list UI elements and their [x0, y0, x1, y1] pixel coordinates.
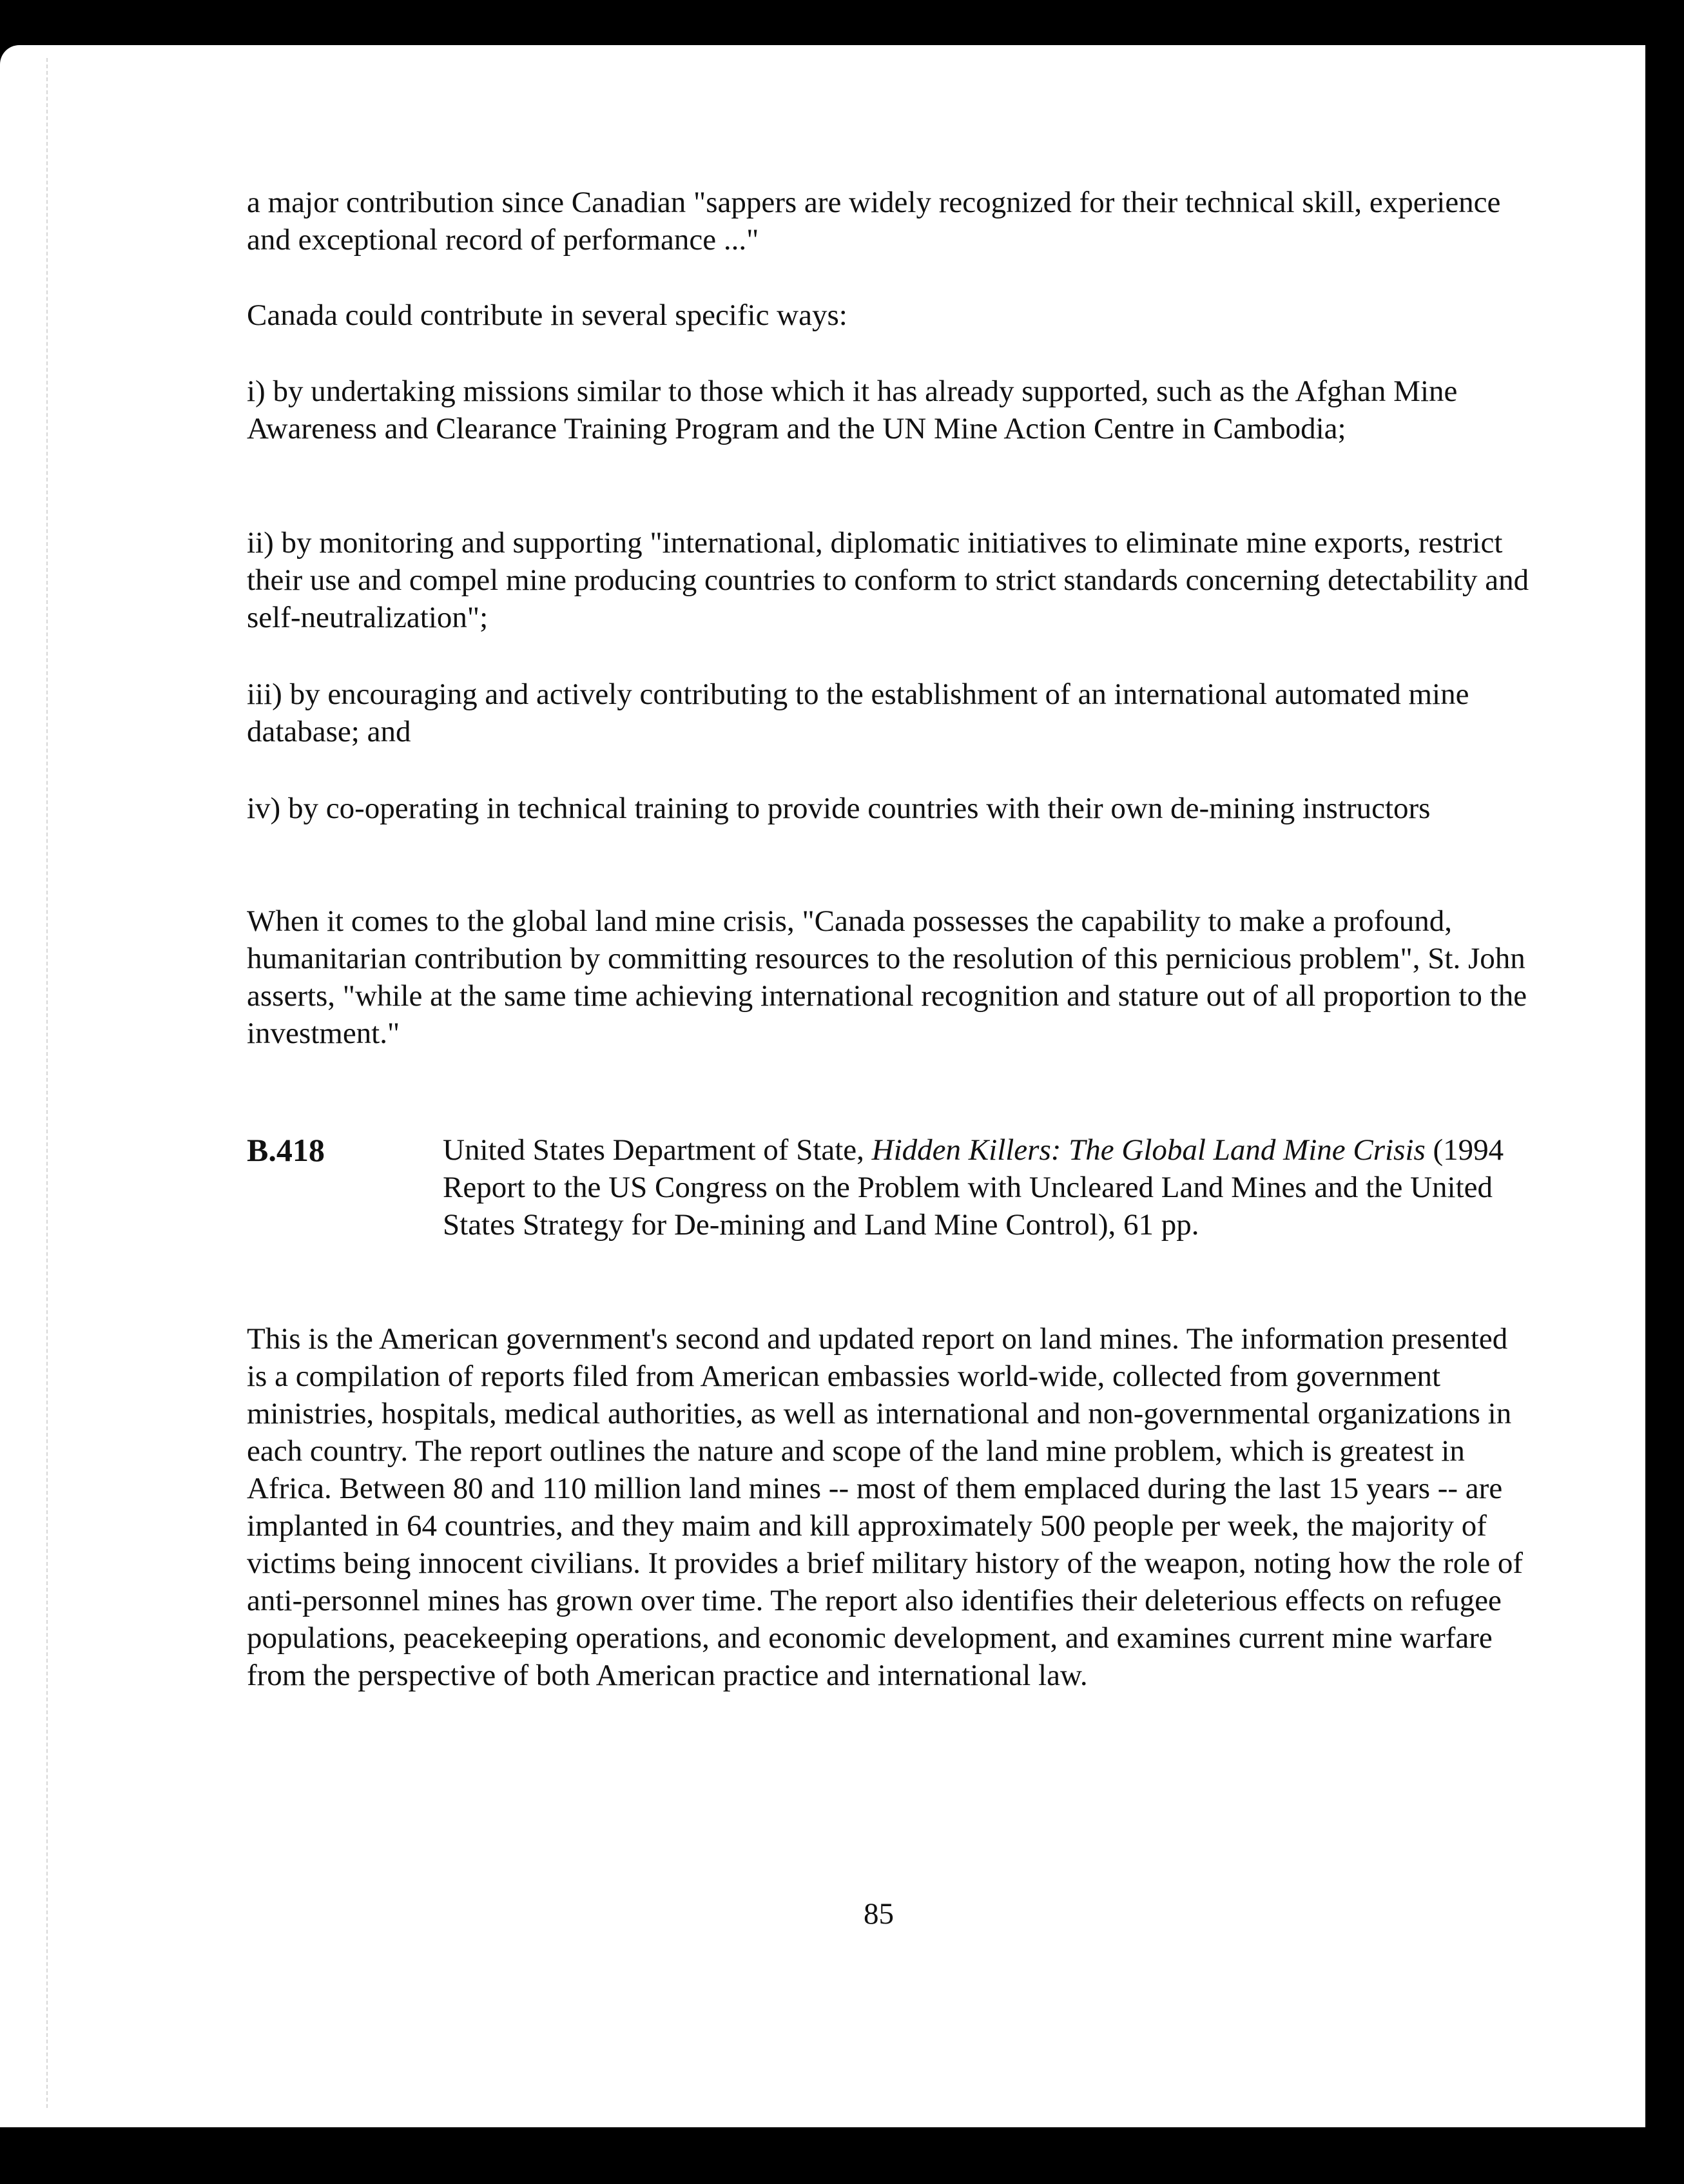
- paragraph-contribution-intro: Canada could contribute in several specific ways:: [247, 298, 847, 332]
- list-item-iv: iv) by co-operating in technical training to provide countries with their own de-mining instructors: [247, 792, 1431, 825]
- list-item-iii: iii) by encouraging and actively contributing to the establishment of an international automated mine database; and: [247, 678, 1469, 748]
- entry-id: B.418: [247, 1132, 325, 1168]
- scan-right-edge: [1645, 0, 1684, 2184]
- document-page: [0, 45, 1650, 2127]
- entry-citation: [443, 1131, 1525, 1243]
- entry-summary: This is the American government's second and updated report on land mines. The information presented is a compilation of reports filed from American embassies world-wide, collected from government ministries, hospitals, medical authorities, as well as international and non-governmental organizations in each country. The report outlines the nature and scope of the land mine problem, which is greatest in Africa. Between 80 and 110 million land mines -- most of them emplaced during the last 15 years -- are implanted in 64 countries, and they maim and kill approximately 500 people per week, the majority of victims being innocent civilians. It provides a brief military history of the weapon, noting how the role of anti-personnel mines has grown over time. The report also identifies their deleterious effects on refugee populations, peacekeeping operations, and economic development, and examines current mine warfare from the perspective of both American practice and international law.: [247, 1322, 1524, 1692]
- paragraph-sappers-quote: a major contribution since Canadian "sappers are widely recognized for their technical skill, experience and exceptional record of performance ...": [247, 186, 1501, 257]
- page-number: 85: [864, 1897, 894, 1931]
- citation-suffix: (1994 Report to the US Congress on the Problem with Uncleared Land Mines and the United States Strategy for De-mining and Land Mine Control), 61 pp.: [443, 1133, 1504, 1242]
- list-item-i: i) by undertaking missions similar to those which it has already supported, such as the Afghan Mine Awareness and Clearance Training Program and the UN Mine Action Centre in Cambodia;: [247, 375, 1458, 445]
- list-item-ii: ii) by monitoring and supporting "international, diplomatic initiatives to eliminate mine exports, restrict their use and compel mine producing countries to conform to strict standards concerning detectability and self-neutralization";: [247, 526, 1529, 634]
- citation-title: Hidden Killers: The Global Land Mine Crisis: [871, 1133, 1426, 1167]
- citation-prefix: United States Department of State,: [443, 1133, 872, 1167]
- paragraph-conclusion: When it comes to the global land mine crisis, "Canada possesses the capability to make a profound, humanitarian contribution by committing resources to the resolution of this pernicious problem", St. John asserts, "while at the same time achieving international recognition and stature out of all proportion to the investment.": [247, 904, 1527, 1050]
- scan-margin-marks: [46, 58, 50, 2108]
